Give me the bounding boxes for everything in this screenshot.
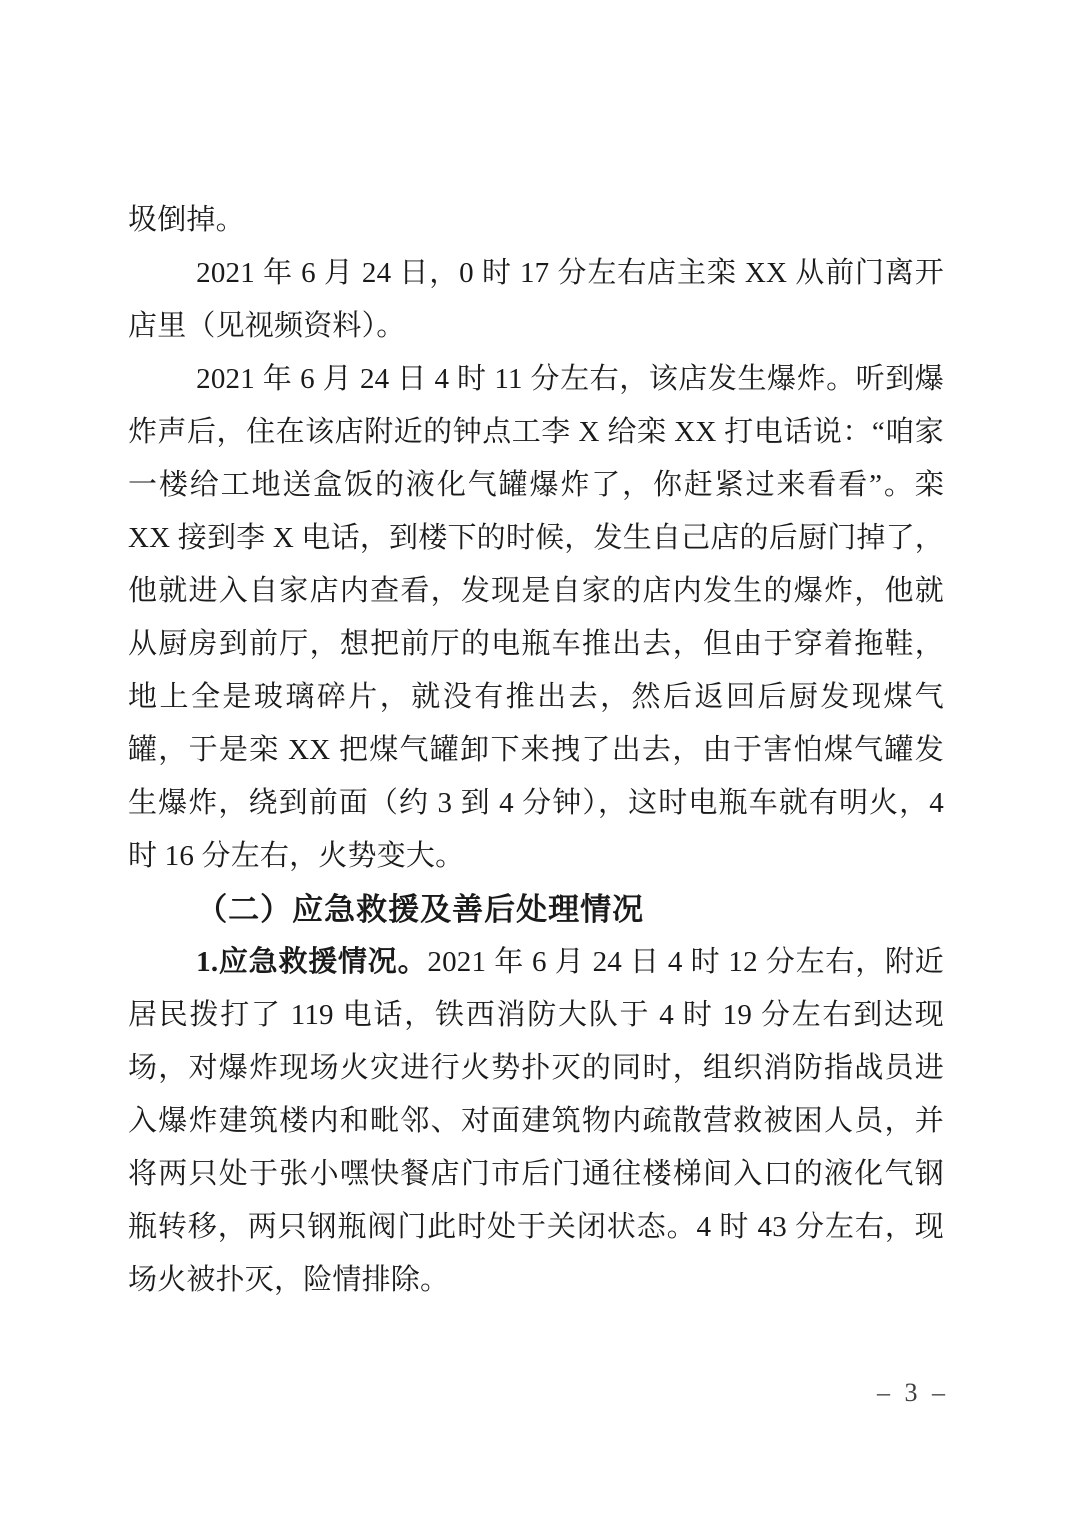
section-heading-emergency-rescue: （二）应急救援及善后处理情况 [196, 892, 645, 927]
paragraph-explosion-account: 2021 年 6 月 24 日 4 时 11 分左右，该店发生爆炸。听到爆炸声后，住在该店附近的钟点工李 X 给栾 XX 打电话说：“咱家一楼给工地送盒饭的液化气罐爆炸了，你赶紧过来看看”。栾 XX 接到李 X 电话，到楼下的时候，发生自己店的后厨门掉了，他就进入自家店内查看，发现是自家的店内发生的爆炸，他就从厨房到前厅，想把前厅的电瓶车推出去，但由于穿着拖鞋，地上全是玻璃碎片，就没有推出去，然后返回后厨发现煤气罐，于是栾 XX 把煤气罐卸下来拽了出去，由于害怕煤气罐发生爆炸，绕到前面（约 3 到 4 分钟），这时电瓶车就有明火，4 时 16 分左右，火势变大。 [128, 363, 944, 872]
document-body [128, 194, 944, 1307]
paragraph-owner-left-store: 2021 年 6 月 24 日，0 时 17 分左右店主栾 XX 从前门离开店里（见视频资料）。 [128, 257, 944, 342]
paragraph-continuation: 圾倒掉。 [128, 204, 245, 236]
page-number: – 3 – [877, 1378, 949, 1407]
paragraph-rescue-situation [128, 936, 944, 1307]
page-footer [877, 1378, 949, 1408]
rescue-paragraph-lead-label: 1.应急救援情况。 [196, 946, 428, 978]
rescue-paragraph-body-text: 2021 年 6 月 24 日 4 时 12 分左右，附近居民拨打了 119 电话，铁西消防大队于 4 时 19 分左右到达现场，对爆炸现场火灾进行火势扑灭的同时，组织消防指战员进入爆炸建筑楼内和毗邻、对面建筑物内疏散营救被困人员，并将两只处于张小嘿快餐店门市后门通往楼梯间入口的液化气钢瓶转移，两只钢瓶阀门此时处于关闭状态。4 时 43 分左右，现场火被扑灭，险情排除。 [128, 946, 944, 1296]
